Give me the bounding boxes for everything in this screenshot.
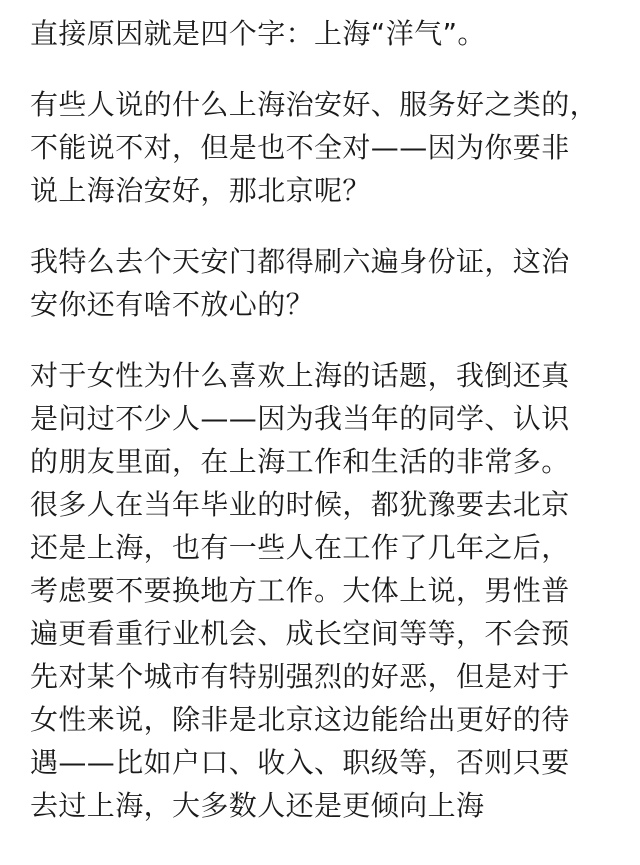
text-line: 直接原因就是四个字：上海“洋气”。 bbox=[30, 17, 486, 50]
text-line: 考虑要不要换地方工作。大体上说，男性普 bbox=[30, 574, 570, 607]
text-line: 还是上海，也有一些人在工作了几年之后， bbox=[30, 531, 570, 564]
text-line: 说上海治安好，那北京呢？ bbox=[30, 174, 371, 207]
paragraph-women-shanghai bbox=[30, 354, 620, 827]
text-line: 我特么去个天安门都得刷六遍身份证，这治 bbox=[30, 245, 570, 278]
paragraph-tiananmen bbox=[30, 240, 620, 326]
text-line: 的朋友里面，在上海工作和生活的非常多。 bbox=[30, 445, 570, 478]
paragraph-security bbox=[30, 83, 620, 212]
text-line: 很多人在当年毕业的时候，都犹豫要去北京 bbox=[30, 488, 570, 521]
text-line: 有些人说的什么上海治安好、服务好之类的， bbox=[30, 88, 599, 121]
text-line: 遍更看重行业机会、成长空间等等，不会预 bbox=[30, 617, 570, 650]
text-line: 去过上海，大多数人还是更倾向上海 bbox=[30, 789, 485, 822]
text-line: 遇——比如户口、收入、职级等，否则只要 bbox=[30, 746, 570, 779]
bottom-fade-overlay bbox=[0, 827, 640, 865]
text-line: 安你还有啥不放心的？ bbox=[30, 288, 315, 321]
text-line: 女性来说，除非是北京这边能给出更好的待 bbox=[30, 703, 570, 736]
paragraph-intro bbox=[30, 12, 620, 55]
text-line: 先对某个城市有特别强烈的好恶，但是对于 bbox=[30, 660, 570, 693]
text-line: 不能说不对，但是也不全对——因为你要非 bbox=[30, 131, 570, 164]
text-line: 对于女性为什么喜欢上海的话题，我倒还真 bbox=[30, 359, 570, 392]
text-line: 是问过不少人——因为我当年的同学、认识 bbox=[30, 402, 570, 435]
